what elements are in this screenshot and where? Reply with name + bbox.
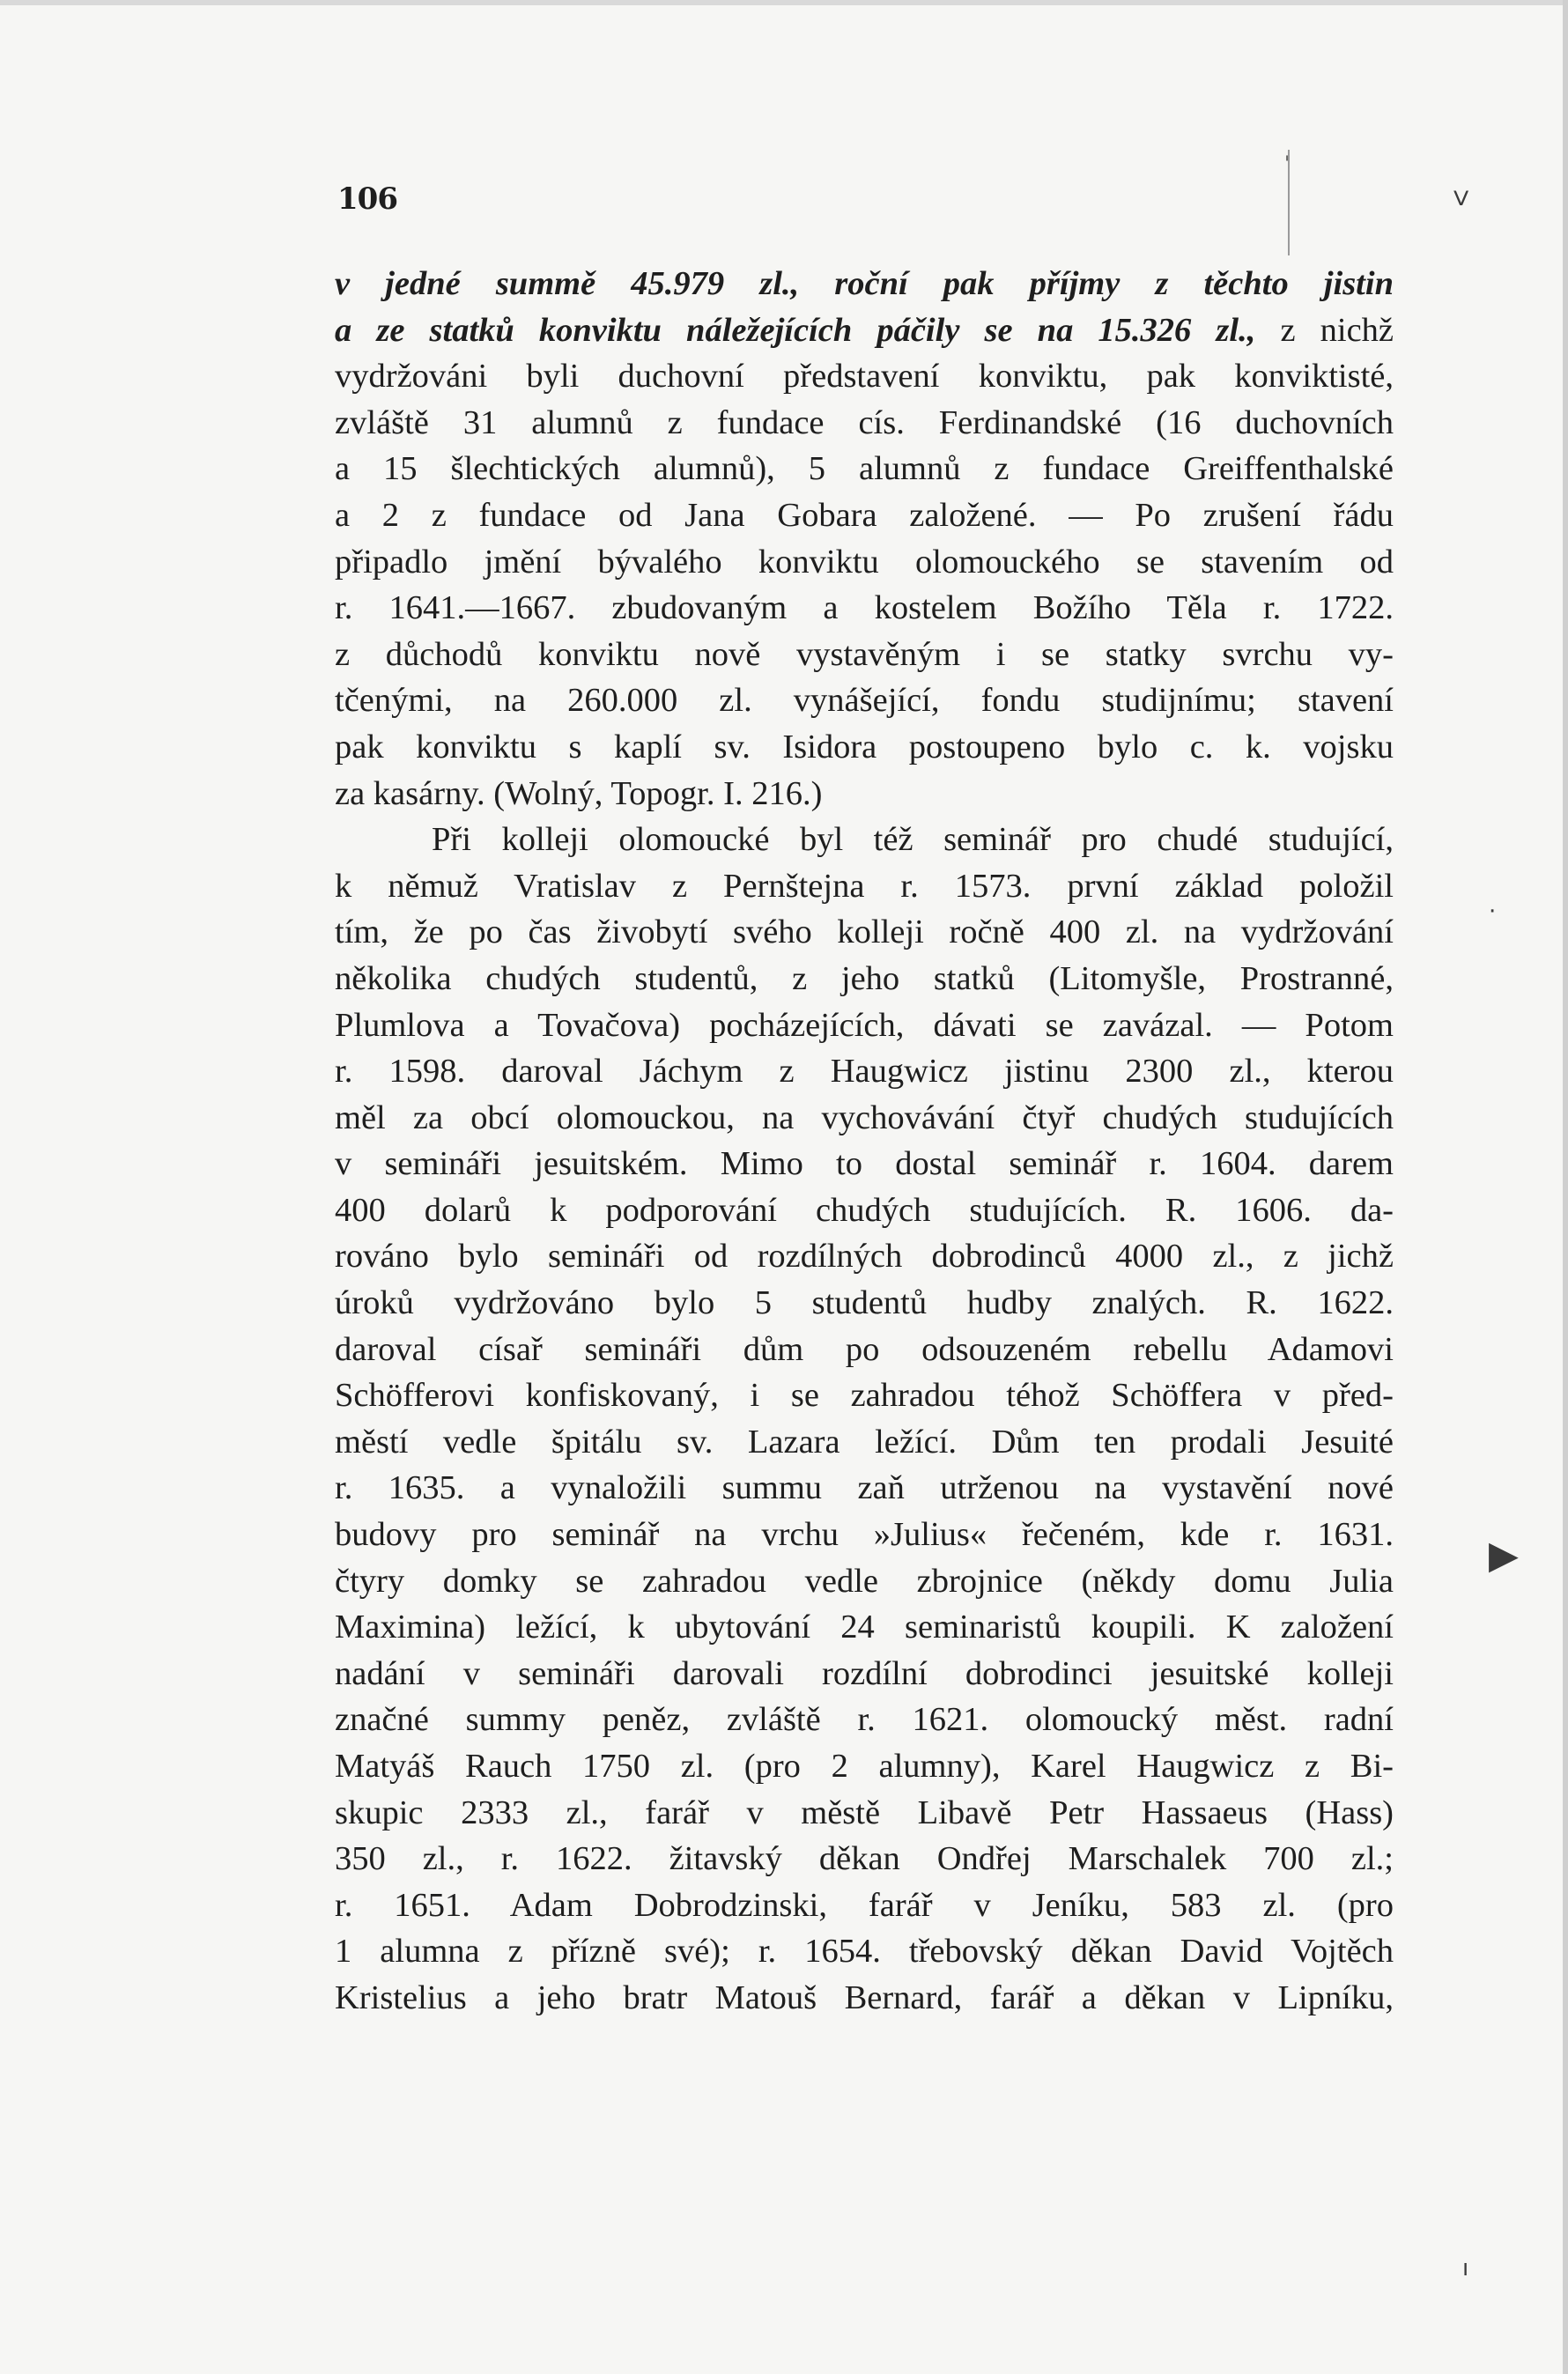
text-line: a 15 šlechtických alumnů), 5 alumnů z fundace Greiffenthalské — [335, 450, 1394, 488]
text-line: za kasárny. (Wolný, Topogr. I. 216.) — [335, 774, 823, 812]
text-line: rováno bylo semináři od rozdílných dobrodinců 4000 zl., z jichž — [335, 1238, 1394, 1276]
text-body — [335, 261, 1394, 2022]
text-line: měl za obcí olomouckou, na vychovávání čtyř chudých studujících — [335, 1098, 1394, 1136]
text-line-regular-part: z nichž — [1280, 311, 1394, 349]
scan-speck-mark: ˌ — [1284, 141, 1291, 163]
page-number: 106 — [337, 181, 397, 217]
text-line: r. 1598. daroval Jáchym z Haugwicz jistinu 2300 zl., kterou — [335, 1053, 1394, 1091]
text-line: zvláště 31 alumnů z fundace cís. Ferdinandské (16 duchovních — [335, 403, 1394, 441]
text-line: skupic 2333 zl., farář v městě Libavě Petr Hassaeus (Hass) — [335, 1793, 1394, 1831]
text-line: Kristelius a jeho bratr Matouš Bernard, farář a děkan v Lipníku, — [335, 1978, 1394, 2016]
text-line: několika chudých studentů, z jeho statků (Litomyšle, Prostranné, — [335, 959, 1394, 997]
text-line: pak konviktu s kaplí sv. Isidora postoupeno bylo c. k. vojsku — [335, 728, 1394, 765]
text-line: 400 dolarů k podporování chudých studujících. R. 1606. da- — [335, 1191, 1394, 1229]
text-line: v semináři jesuitském. Mimo to dostal seminář r. 1604. darem — [335, 1145, 1394, 1183]
text-line: čtyry domky se zahradou vedle zbrojnice (někdy domu Julia — [335, 1562, 1394, 1600]
text-line: městí vedle špitálu sv. Lazara ležící. Dům ten prodali Jesuité — [335, 1423, 1394, 1461]
text-line: tím, že po čas živobytí svého kolleji ročně 400 zl. na vydržování — [335, 913, 1394, 951]
text-line: r. 1651. Adam Dobrodzinski, farář v Jeníku, 583 zl. (pro — [335, 1886, 1394, 1924]
paper-edge-top — [0, 0, 1568, 5]
text-line: Maximina) ležící, k ubytování 24 seminaristů koupili. K založení — [335, 1609, 1394, 1646]
text-line: r. 1635. a vynaložili summu zaň utrženou na vystavění nové — [335, 1469, 1394, 1507]
text-line: v jedné summě 45.979 zl., roční pak příjmy z těchto jistin — [335, 265, 1394, 302]
scan-ink-mark: ⱽ — [1453, 185, 1469, 226]
paper-edge-right — [1563, 0, 1568, 2374]
text-line: budovy pro seminář na vrchu »Julius« řečeném, kde r. 1631. — [335, 1516, 1394, 1554]
scan-speck-mark: ı — [1462, 2255, 1469, 2282]
text-line: k němuž Vratislav z Pernštejna r. 1573. první základ položil — [335, 867, 1394, 905]
text-line-mixed — [335, 307, 1394, 354]
text-line: z důchodů konviktu nově vystavěným i se statky svrchu vy- — [335, 635, 1394, 673]
text-line: nadání v semináři darovali rozdílní dobrodinci jesuitské kolleji — [335, 1654, 1394, 1692]
text-line: r. 1641.—1667. zbudovaným a kostelem Božího Těla r. 1722. — [335, 589, 1394, 627]
text-line: značné summy peněz, zvláště r. 1621. olomoucký měst. radní — [335, 1701, 1394, 1739]
text-line: daroval císař semináři dům po odsouzeném rebellu Adamovi — [335, 1330, 1394, 1368]
text-line: Matyáš Rauch 1750 zl. (pro 2 alumny), Karel Haugwicz z Bi- — [335, 1748, 1394, 1785]
text-line: Plumlova a Tovačova) pocházejících, dávati se zavázal. — Potom — [335, 1006, 1394, 1044]
text-line: Schöfferovi konfiskovaný, i se zahradou téhož Schöffera v před- — [335, 1377, 1394, 1415]
text-line: 350 zl., r. 1622. žitavský děkan Ondřej Marschalek 700 zl.; — [335, 1840, 1394, 1878]
text-line: připadlo jmění bývalého konviktu olomouckého se stavením od — [335, 543, 1394, 581]
text-line-italic-part: a ze statků konviktu náležejících páčily se na 15.326 zl., — [335, 311, 1256, 349]
scan-ink-blot: ▶ — [1489, 1533, 1519, 1578]
text-line: a 2 z fundace od Jana Gobara založené. — Po zrušení řádu — [335, 496, 1394, 534]
margin-rule — [1288, 150, 1290, 255]
text-line: Při kolleji olomoucké byl též seminář pro chudé studující, — [432, 821, 1394, 859]
text-line: tčenými, na 260.000 zl. vynášející, fondu studijnímu; stavení — [335, 682, 1394, 720]
scan-speck-mark: · — [1489, 899, 1497, 925]
text-line: 1 alumna z přízně své); r. 1654. třebovský děkan David Vojtěch — [335, 1933, 1394, 1971]
text-line: úroků vydržováno bylo 5 studentů hudby znalých. R. 1622. — [335, 1284, 1394, 1322]
text-line: vydržováni byli duchovní představení konviktu, pak konviktisté, — [335, 358, 1394, 396]
